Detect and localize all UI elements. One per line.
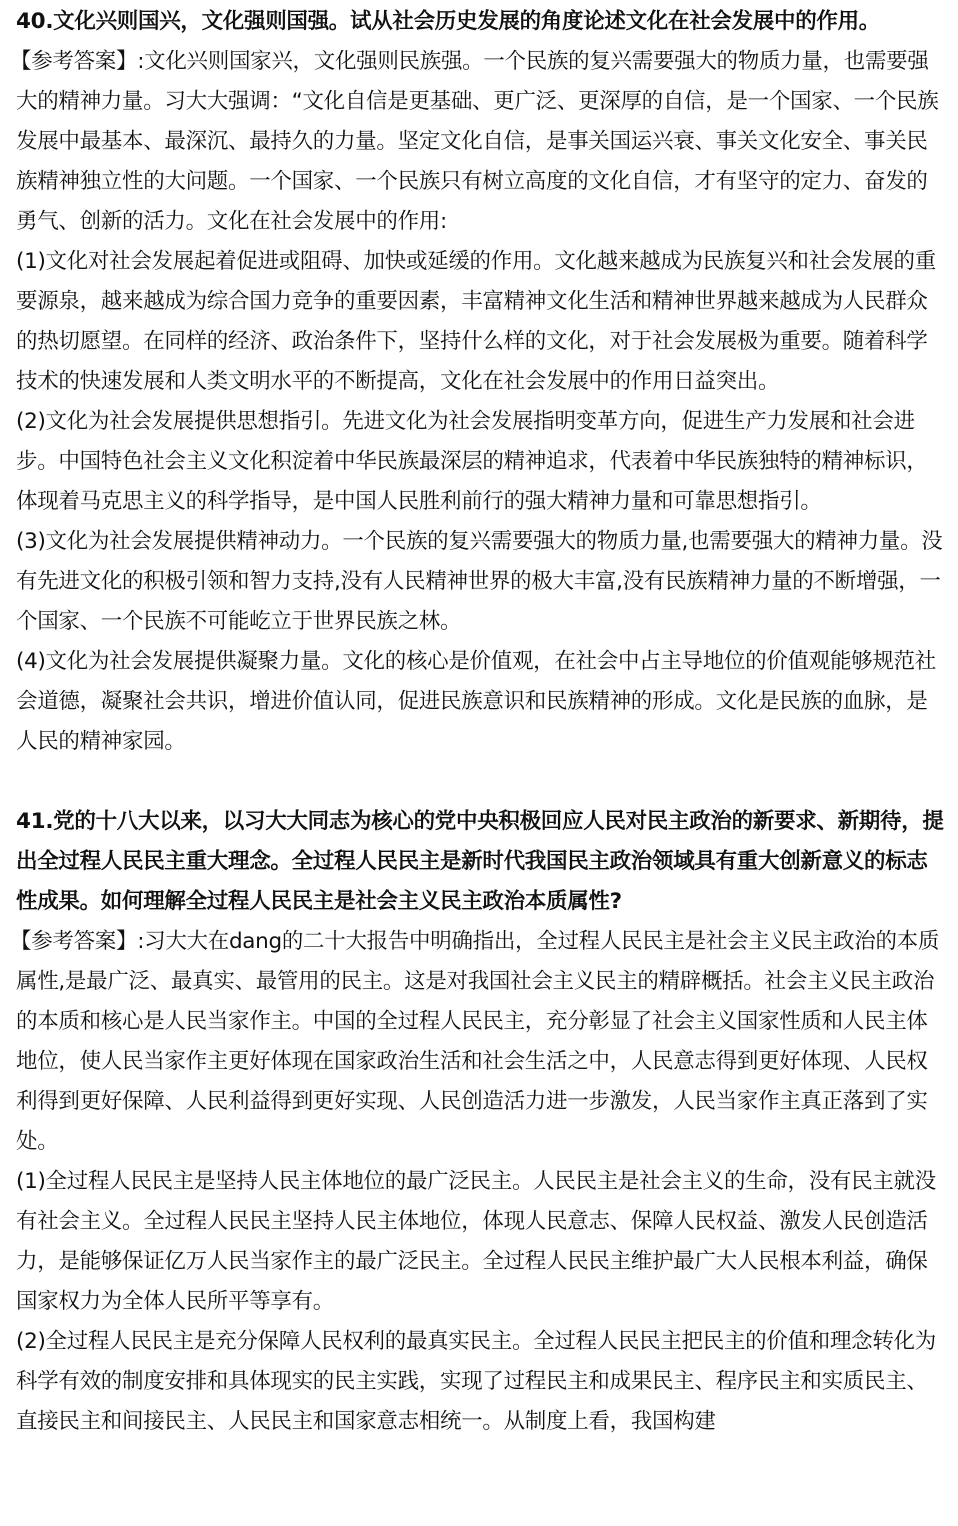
answer-point: (1)全过程人民民主是坚持人民主体地位的最广泛民主。人民民主是社会主义的生命，没有民主就没有社会主义。全过程人民民主坚持人民主体地位，体现人民意志、保障人民权益、激发人民创造活力，是能够保证亿万人民当家作主的最广泛民主。全过程人民民主维护最广大人民根本利益，确保国家权力为全体人民所平等享有。 (16, 1169, 936, 1314)
question-41 (10, 802, 946, 1442)
answer-intro-text: :文化兴则国家兴，文化强则民族强。一个民族的复兴需要强大的物质力量，也需要强大的精神力量。习大大强调：“文化自信是更基础、更广泛、更深厚的自信，是一个国家、一个民族发展中最基本、最深沉、最持久的力量。坚定文化自信，是事关国运兴衰、事关文化安全、事关民族精神独立性的大问题。一个国家、一个民族只有树立高度的文化自信，才有坚守的定力、奋发的勇气、创新的活力。文化在社会发展中的作用: (16, 49, 939, 234)
answer-point: (1)文化对社会发展起着促进或阻碍、加快或延缓的作用。文化越来越成为民族复兴和社会发展的重要源泉，越来越成为综合国力竞争的重要因素，丰富精神文化生活和精神世界越来越成为人民群众的热切愿望。在同样的经济、政治条件下，坚持什么样的文化，对于社会发展极为重要。随着科学技术的快速发展和人类文明水平的不断提高，文化在社会发展中的作用日益突出。 (16, 249, 936, 394)
answer-intro (10, 42, 946, 242)
question-title: 40.文化兴则国兴，文化强则国强。试从社会历史发展的角度论述文化在社会发展中的作用。 (16, 9, 880, 34)
answer-intro (10, 922, 946, 1162)
question-title: 41.党的十八大以来，以习大大同志为核心的党中央积极回应人民对民主政治的新要求、新期待，提出全过程人民民主重大理念。全过程人民民主是新时代我国民主政治领域具有重大创新意义的标志性成果。如何理解全过程人民民主是社会主义民主政治本质属性? (16, 809, 944, 914)
answer-label: 【参考答案】 (10, 929, 138, 954)
question-40 (10, 2, 946, 762)
answer-label: 【参考答案】 (10, 49, 138, 74)
answer-intro-text: :习大大在dang的二十大报告中明确指出，全过程人民民主是社会主义民主政治的本质属性,是最广泛、最真实、最管用的民主。这是对我国社会主义民主的精辟概括。社会主义民主政治的本质和核心是人民当家作主。中国的全过程人民民主，充分彰显了社会主义国家性质和人民主体地位，使人民当家作主更好体现在国家政治生活和社会生活之中，人民意志得到更好体现、人民权利得到更好保障、人民利益得到更好实现、人民创造活力进一步激发，人民当家作主真正落到了实处。 (16, 929, 940, 1154)
answer-point: (3)文化为社会发展提供精神动力。一个民族的复兴需要强大的物质力量,也需要强大的精神力量。没有先进文化的积极引领和智力支持,没有人民精神世界的极大丰富,没有民族精神力量的不断增强，一个国家、一个民族不可能屹立于世界民族之林。 (16, 529, 943, 634)
answer-point: (2)全过程人民民主是充分保障人民权利的最真实民主。全过程人民民主把民主的价值和理念转化为科学有效的制度安排和具体现实的民主实践，实现了过程民主和成果民主、程序民主和实质民主、直接民主和间接民主、人民民主和国家意志相统一。从制度上看，我国构建 (16, 1329, 936, 1434)
answer-point: (4)文化为社会发展提供凝聚力量。文化的核心是价值观，在社会中占主导地位的价值观能够规范社会道德，凝聚社会共识，增进价值认同，促进民族意识和民族精神的形成。文化是民族的血脉，是人民的精神家园。 (16, 649, 936, 754)
answer-point: (2)文化为社会发展提供思想指引。先进文化为社会发展指明变革方向，促进生产力发展和社会进步。中国特色社会主义文化积淀着中华民族最深层的精神追求，代表着中华民族独特的精神标识，体现着马克思主义的科学指导，是中国人民胜利前行的强大精神力量和可靠思想指引。 (16, 409, 928, 514)
section-spacer (16, 762, 946, 802)
